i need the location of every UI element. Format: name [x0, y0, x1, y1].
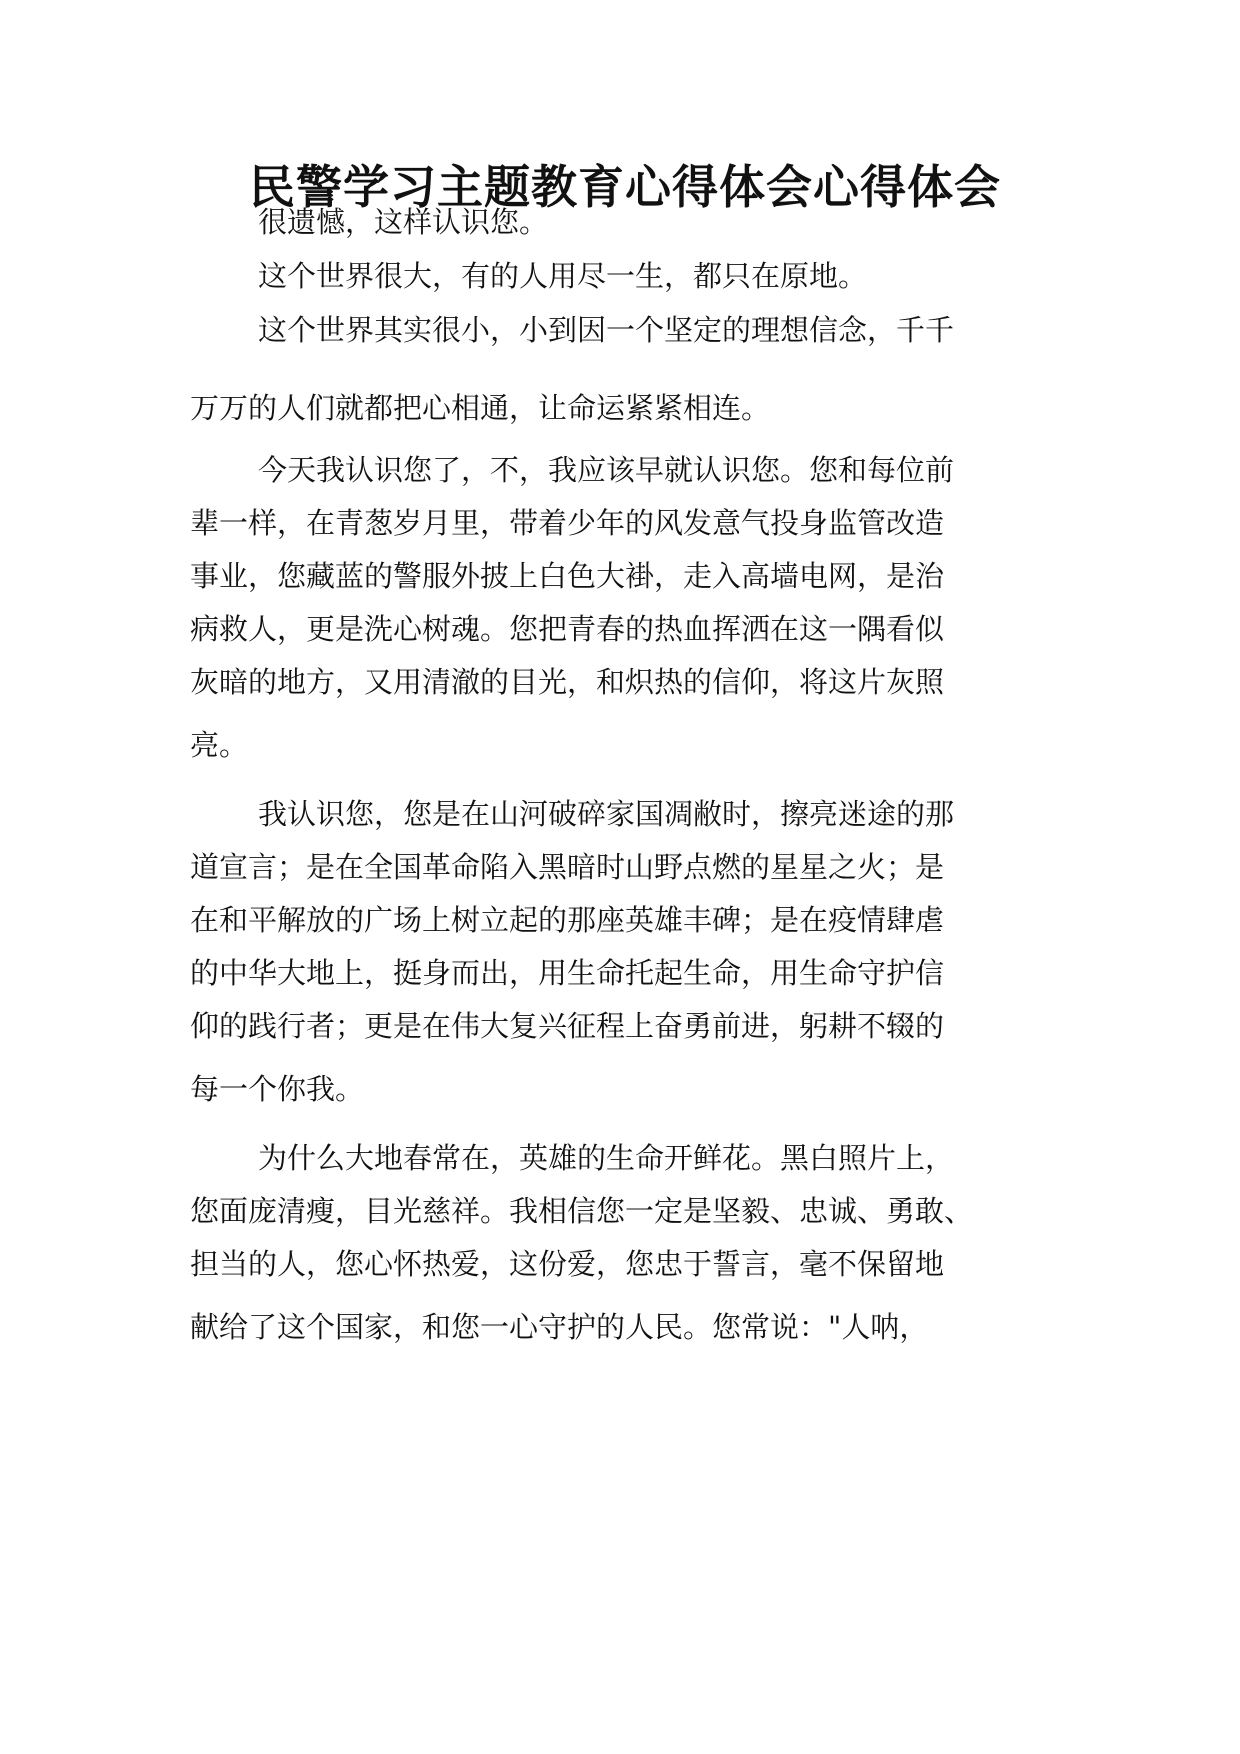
text-line: 这个世界其实很小，小到因一个坚定的理想信念，千千 [258, 313, 955, 347]
text-line: 献给了这个国家，和您一心守护的人民。您常说："人呐， [190, 1310, 929, 1344]
text-line: 每一个你我。 [190, 1072, 365, 1106]
text-line: 这个世界很大，有的人用尽一生，都只在原地。 [258, 259, 868, 293]
text-line: 您面庞清瘦，目光慈祥。我相信您一定是坚毅、忠诚、勇敢、 [190, 1194, 974, 1228]
text-line: 为什么大地春常在，英雄的生命开鲜花。黑白照片上， [258, 1141, 955, 1175]
text-line: 很遗憾，这样认识您。 [258, 205, 549, 239]
text-line: 今天我认识您了，不，我应该早就认识您。您和每位前 [258, 453, 955, 487]
text-line: 辈一样，在青葱岁月里，带着少年的风发意气投身监管改造 [190, 506, 945, 540]
text-line: 道宣言；是在全国革命陷入黑暗时山野点燃的星星之火；是 [190, 850, 945, 884]
text-line: 担当的人，您心怀热爱，这份爱，您忠于誓言，毫不保留地 [190, 1247, 945, 1281]
text-line: 亮。 [190, 728, 249, 762]
text-line: 病救人，更是洗心树魂。您把青春的热血挥洒在这一隅看似 [190, 612, 945, 646]
document-title: 民警学习主题教育心得体会心得体会 [249, 160, 1001, 214]
text-line: 事业，您藏蓝的警服外披上白色大褂，走入高墙电网，是治 [190, 559, 945, 593]
text-line: 的中华大地上，挺身而出，用生命托起生命，用生命守护信 [190, 956, 945, 990]
text-line: 万万的人们就都把心相通，让命运紧紧相连。 [190, 391, 771, 425]
text-line: 灰暗的地方，又用清澈的目光，和炽热的信仰，将这片灰照 [190, 665, 945, 699]
text-line: 我认识您，您是在山河破碎家国凋敝时，擦亮迷途的那 [258, 797, 955, 831]
text-line: 在和平解放的广场上树立起的那座英雄丰碑；是在疫情肆虐 [190, 903, 945, 937]
text-line: 仰的践行者；更是在伟大复兴征程上奋勇前进，躬耕不辍的 [190, 1009, 945, 1043]
